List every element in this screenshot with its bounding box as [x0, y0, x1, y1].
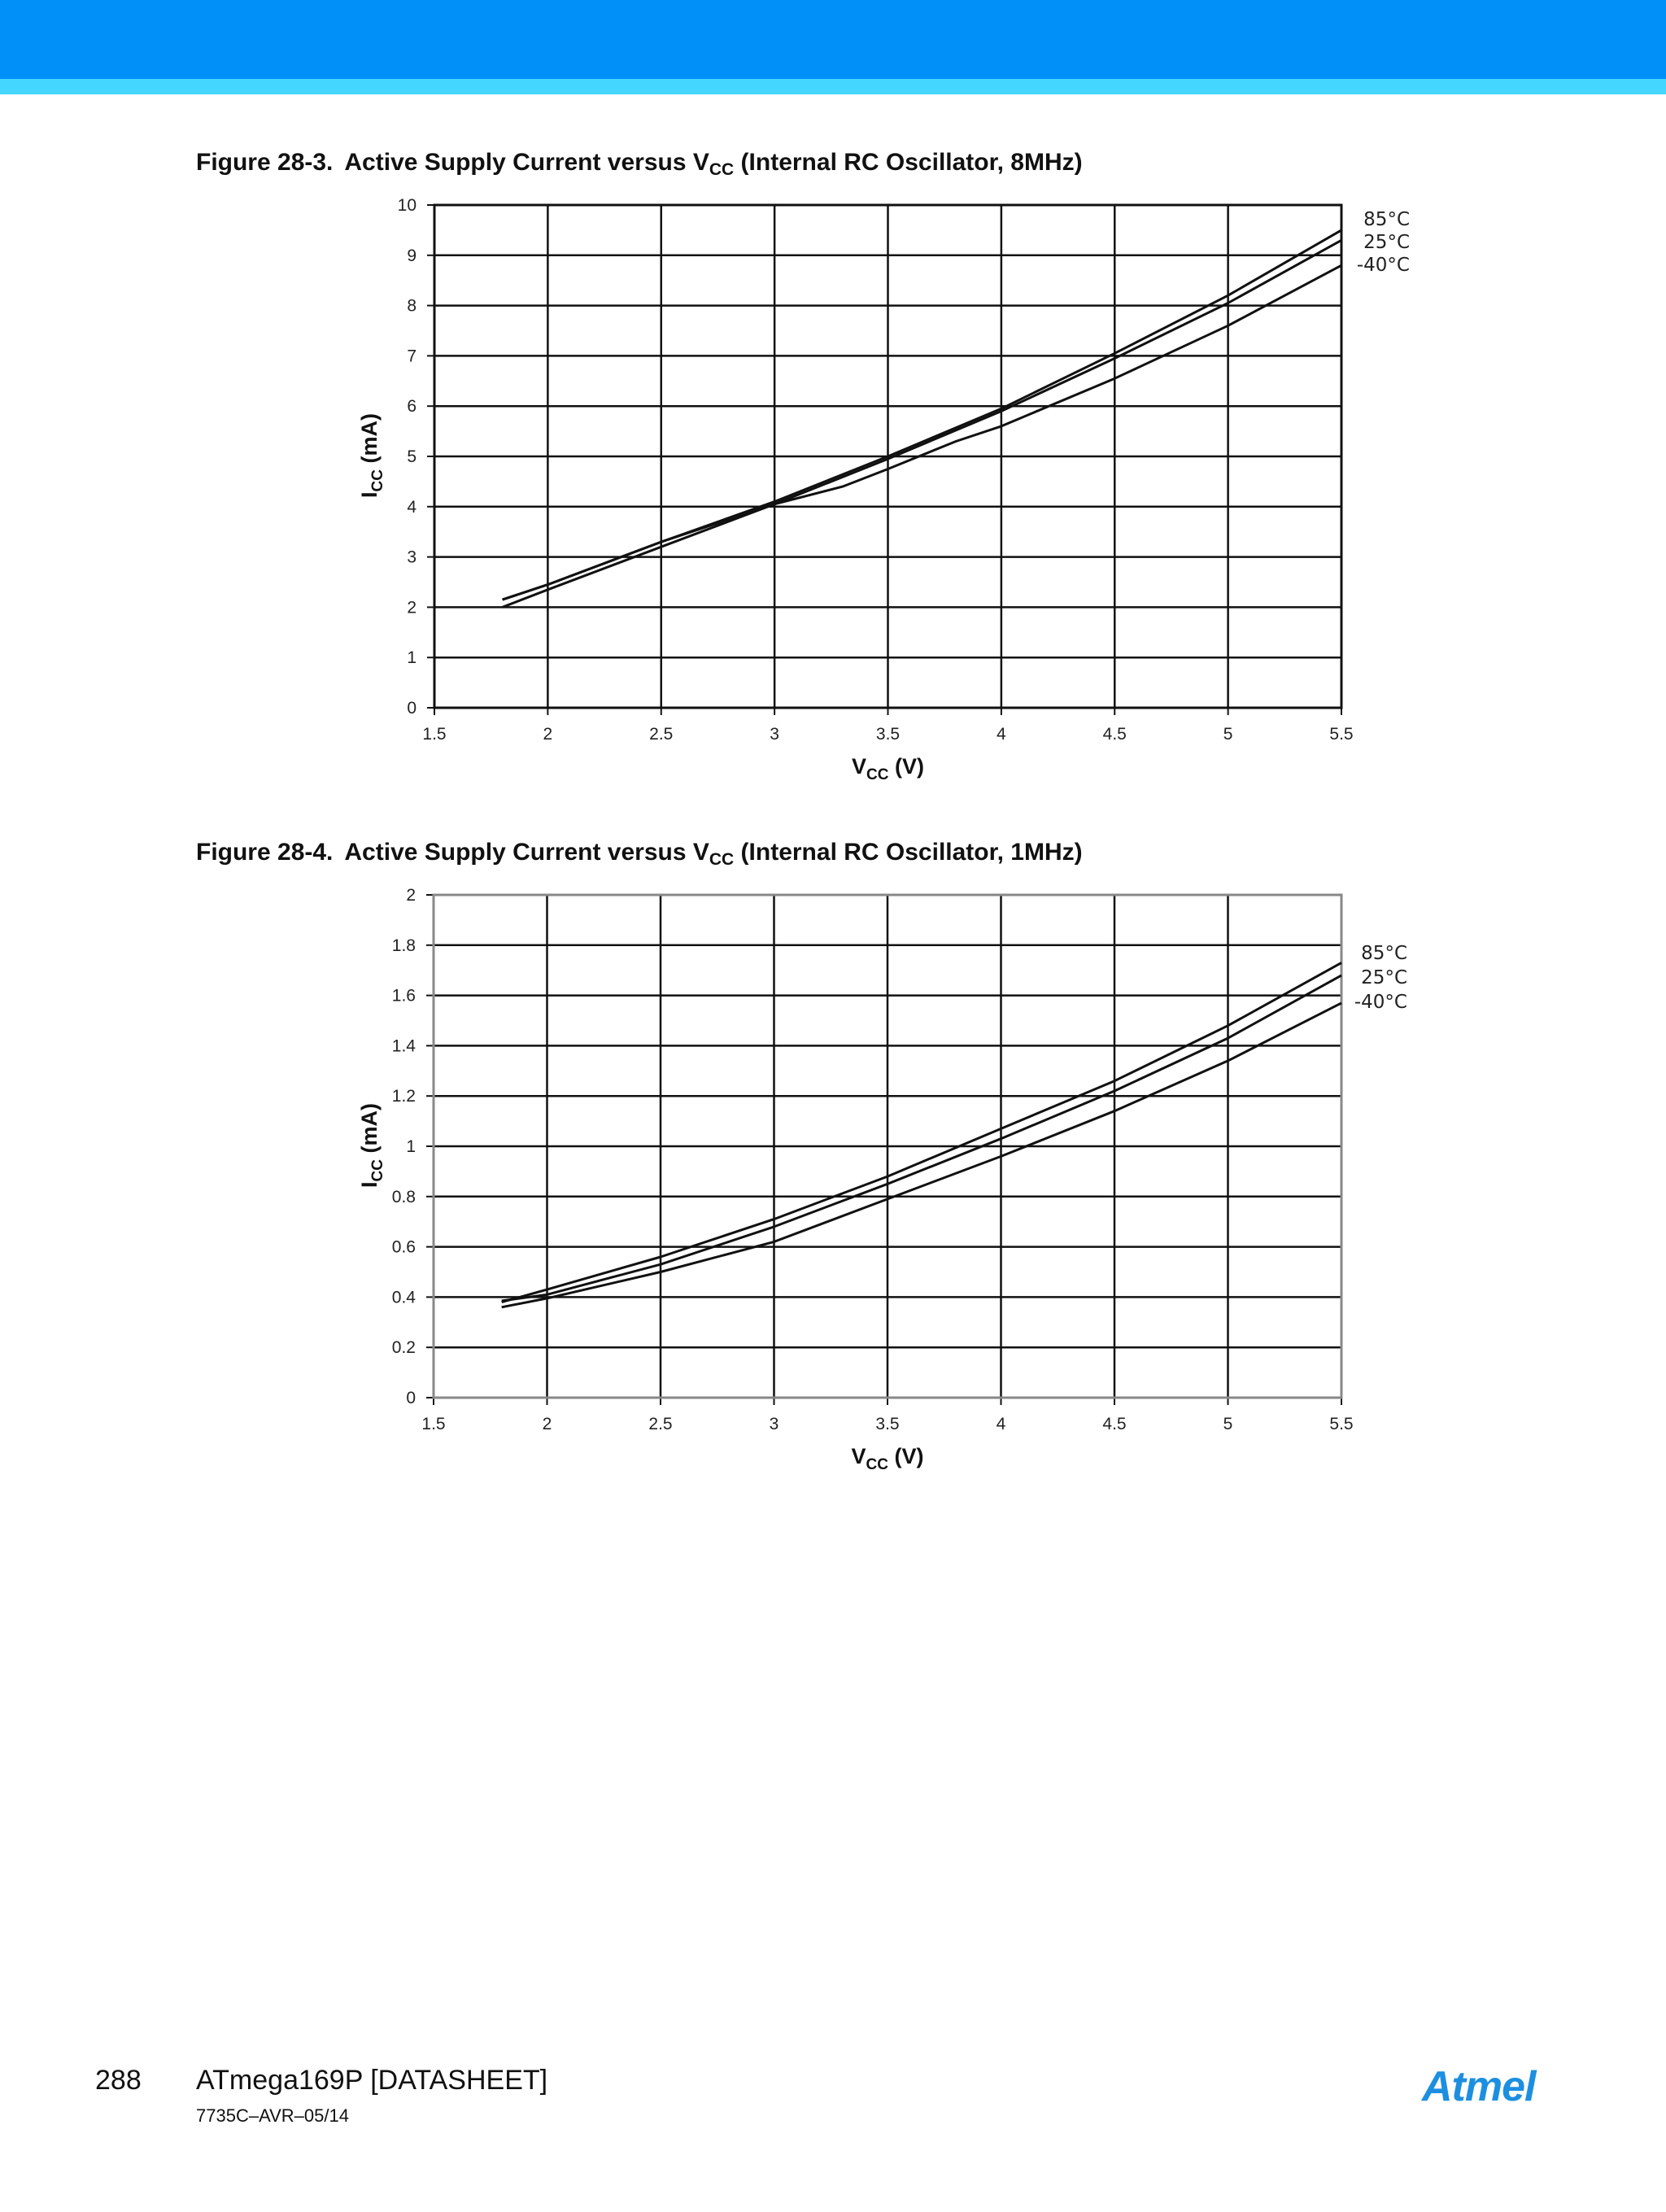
x-tick-label: 4: [997, 725, 1006, 744]
y-tick-label: 10: [397, 196, 416, 215]
document-title: ATmega169P [DATASHEET]: [196, 2065, 548, 2096]
svg-text:Atmel: Atmel: [1422, 2063, 1536, 2110]
x-tick-label: 2: [542, 1415, 552, 1433]
y-tick-label: 1.2: [391, 1087, 416, 1106]
figure-title-pre: Active Supply Current versus V: [344, 839, 709, 866]
y-tick-label: 0.2: [391, 1338, 416, 1358]
x-tick-label: 5: [1223, 1415, 1233, 1433]
x-tick-label: 3.5: [875, 1415, 900, 1433]
y-tick-label: 0.8: [391, 1187, 416, 1206]
y-tick-label: 0.6: [391, 1237, 416, 1257]
x-axis-label: $V_{CC}$ (V): [851, 1444, 924, 1473]
x-tick-label: 4.5: [1102, 725, 1127, 744]
x-tick-label: 5.5: [1329, 1415, 1354, 1433]
y-tick-label: 9: [407, 246, 416, 265]
figure-title-post: (Internal RC Oscillator, 1MHz): [734, 839, 1083, 866]
figure-number: Figure 28-3.: [196, 149, 334, 176]
x-tick-label: 4: [996, 1415, 1006, 1433]
y-axis-label: $I_{CC}$ (mA): [357, 1103, 386, 1188]
series-line-85C: [502, 962, 1341, 1302]
y-tick-label: 0: [407, 699, 416, 718]
y-tick-label: 0: [406, 1389, 416, 1407]
y-tick-label: 6: [407, 397, 416, 417]
y-tick-label: 1: [406, 1137, 416, 1156]
figure-title-sub: CC: [709, 160, 735, 179]
figure-number: Figure 28-4.: [196, 839, 334, 866]
series-line-25C: [502, 975, 1341, 1301]
y-tick-label: 1.8: [391, 936, 416, 955]
y-tick-label: 8: [407, 296, 416, 316]
x-tick-label: 2.5: [648, 1415, 673, 1433]
legend-label: 85°C: [1361, 943, 1407, 964]
page-number: 288: [95, 2065, 142, 2096]
atmel-logo: [1420, 2061, 1571, 2110]
y-tick-label: 4: [407, 497, 416, 517]
x-tick-label: 5: [1223, 725, 1233, 744]
x-tick-label: 3: [769, 1415, 779, 1433]
y-tick-label: 0.4: [391, 1288, 416, 1307]
y-tick-label: 2: [407, 598, 416, 617]
x-tick-label: 3: [770, 725, 779, 744]
y-tick-label: 7: [407, 347, 416, 366]
x-tick-label: 2.5: [649, 725, 674, 744]
y-tick-label: 3: [407, 548, 416, 567]
series-line--40C: [502, 1003, 1341, 1307]
legend-label: 25°C: [1361, 967, 1407, 988]
legend-label: -40°C: [1354, 992, 1407, 1013]
x-tick-label: 3.5: [875, 725, 901, 744]
x-tick-label: 5.5: [1329, 725, 1354, 744]
x-tick-label: 4.5: [1102, 1415, 1127, 1433]
x-tick-label: 2: [543, 725, 553, 744]
y-tick-label: 1.4: [391, 1036, 416, 1056]
grid: [426, 895, 1341, 1405]
y-tick-label: 1.6: [391, 986, 416, 1006]
figure-title-sub: CC: [709, 850, 735, 869]
legend-label: 85°C: [1363, 209, 1410, 230]
legend-label: 25°C: [1363, 232, 1410, 253]
y-axis-label: $I_{CC}$ (mA): [357, 413, 386, 498]
document-id: 7735C–AVR–05/14: [196, 2105, 349, 2126]
y-tick-label: 2: [406, 886, 416, 905]
x-axis-label: $V_{CC}$ (V): [852, 754, 924, 783]
legend-label: -40°C: [1356, 255, 1410, 276]
x-tick-label: 1.5: [422, 725, 447, 744]
x-tick-label: 1.5: [421, 1415, 446, 1433]
y-tick-label: 1: [407, 648, 416, 668]
y-tick-label: 5: [407, 447, 416, 466]
figure-title-post: (Internal RC Oscillator, 8MHz): [734, 149, 1083, 176]
figure-title-pre: Active Supply Current versus V: [344, 149, 709, 176]
